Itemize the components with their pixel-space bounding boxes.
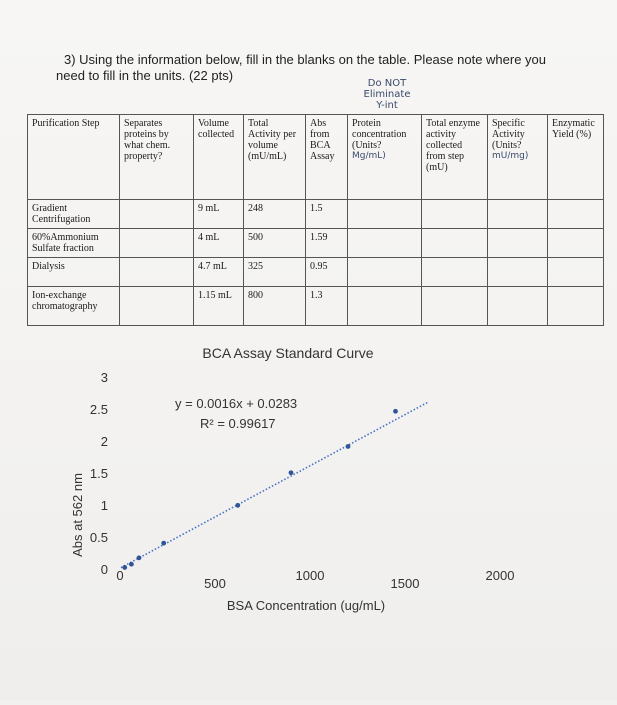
data-point-3 <box>137 555 142 560</box>
cell-total-activity[interactable] <box>422 229 488 258</box>
cell-abs: 1.5 <box>306 200 348 229</box>
data-point-6 <box>289 470 294 475</box>
cell-volume: 9 mL <box>194 200 244 229</box>
header-total-activity: Total Activity per volume (mU/mL) <box>244 115 306 200</box>
cell-protein-conc[interactable] <box>348 229 422 258</box>
cell-total-activity[interactable] <box>422 258 488 287</box>
purification-table <box>27 114 604 326</box>
handwritten-note <box>352 78 422 111</box>
chart-svg <box>0 330 617 700</box>
handwritten-note-line-2: Eliminate <box>363 89 411 100</box>
handwritten-note-line-1: Do NOT <box>367 78 407 89</box>
header-volume: Volume collected <box>194 115 244 200</box>
table-row <box>28 287 604 326</box>
cell-yield[interactable] <box>548 229 604 258</box>
cell-step: Dialysis <box>28 258 120 287</box>
y-tick-label: 0.5 <box>89 530 108 545</box>
y-axis-label: Abs at 562 nm <box>70 473 85 557</box>
x-tick-label: 1000 <box>295 568 325 583</box>
cell-volume: 4 mL <box>194 229 244 258</box>
cell-yield[interactable] <box>548 258 604 287</box>
r-squared-label: R² = 0.99617 <box>200 416 276 431</box>
cell-total-activity[interactable] <box>422 200 488 229</box>
cell-step: Gradient Centrifugation <box>28 200 120 229</box>
data-point-4 <box>161 541 166 546</box>
cell-protein-conc[interactable] <box>348 258 422 287</box>
cell-specific-activity[interactable] <box>488 258 548 287</box>
cell-property[interactable] <box>120 287 194 326</box>
cell-protein-conc[interactable] <box>348 200 422 229</box>
header-specific-activity <box>488 115 548 200</box>
header-chem-property: Separates proteins by what chem. property? <box>120 115 194 200</box>
cell-total-activity[interactable] <box>422 287 488 326</box>
header-total-enzyme-activity: Total enzyme activity collected from step (mU) <box>422 115 488 200</box>
data-point-7 <box>346 444 351 449</box>
x-tick-label: 500 <box>204 576 226 591</box>
y-tick-label: 1 <box>100 498 108 513</box>
question-line-1: 3) Using the information below, fill in the blanks on the table. Please note where you <box>64 52 547 67</box>
question-text <box>56 52 576 84</box>
handwritten-specific-units: mU/mg) <box>492 151 529 161</box>
x-tick-label: 2000 <box>485 568 515 583</box>
bca-standard-curve-chart <box>0 330 617 700</box>
cell-abs: 1.3 <box>306 287 348 326</box>
table-header-row <box>28 115 604 200</box>
header-purification-step: Purification Step <box>28 115 120 200</box>
header-enzymatic-yield: Enzymatic Yield (%) <box>548 115 604 200</box>
y-tick-label: 2 <box>100 434 108 449</box>
data-point-5 <box>235 503 240 508</box>
cell-activity: 325 <box>244 258 306 287</box>
data-point-2 <box>129 562 134 567</box>
handwritten-protein-units: Mg/mL) <box>352 151 386 161</box>
cell-property[interactable] <box>120 258 194 287</box>
handwritten-note-line-3: Y-int <box>376 100 398 111</box>
cell-step: 60%Ammonium Sulfate fraction <box>28 229 120 258</box>
header-protein-conc <box>348 115 422 200</box>
y-tick-label: 3 <box>100 370 108 385</box>
cell-abs: 0.95 <box>306 258 348 287</box>
cell-yield[interactable] <box>548 200 604 229</box>
cell-specific-activity[interactable] <box>488 229 548 258</box>
cell-abs: 1.59 <box>306 229 348 258</box>
y-tick-label: 2.5 <box>89 402 108 417</box>
x-axis-label: BSA Concentration (ug/mL) <box>226 598 386 613</box>
cell-step: Ion-exchange chromatography <box>28 287 120 326</box>
table-row <box>28 229 604 258</box>
x-tick-label: 0 <box>116 568 124 583</box>
cell-specific-activity[interactable] <box>488 287 548 326</box>
cell-yield[interactable] <box>548 287 604 326</box>
header-abs: Abs from BCA Assay <box>306 115 348 200</box>
data-point-8 <box>393 409 398 414</box>
cell-volume: 4.7 mL <box>194 258 244 287</box>
x-tick-label: 1500 <box>390 576 420 591</box>
y-tick-label: 0 <box>100 562 108 577</box>
cell-specific-activity[interactable] <box>488 200 548 229</box>
cell-activity: 248 <box>244 200 306 229</box>
trendline-equation: y = 0.0016x + 0.0283 <box>175 396 298 411</box>
header-protein-conc-label: Protein concentration (Units? <box>352 118 407 151</box>
cell-protein-conc[interactable] <box>348 287 422 326</box>
cell-activity: 800 <box>244 287 306 326</box>
cell-property[interactable] <box>120 200 194 229</box>
table-row <box>28 200 604 229</box>
cell-volume: 1.15 mL <box>194 287 244 326</box>
header-specific-activity-label: Specific Activity (Units? <box>492 118 525 151</box>
chart-title: BCA Assay Standard Curve <box>202 345 374 361</box>
cell-property[interactable] <box>120 229 194 258</box>
table-row <box>28 258 604 287</box>
cell-activity: 500 <box>244 229 306 258</box>
y-tick-label: 1.5 <box>89 466 108 481</box>
question-line-2: need to fill in the units. (22 pts) <box>56 68 234 83</box>
